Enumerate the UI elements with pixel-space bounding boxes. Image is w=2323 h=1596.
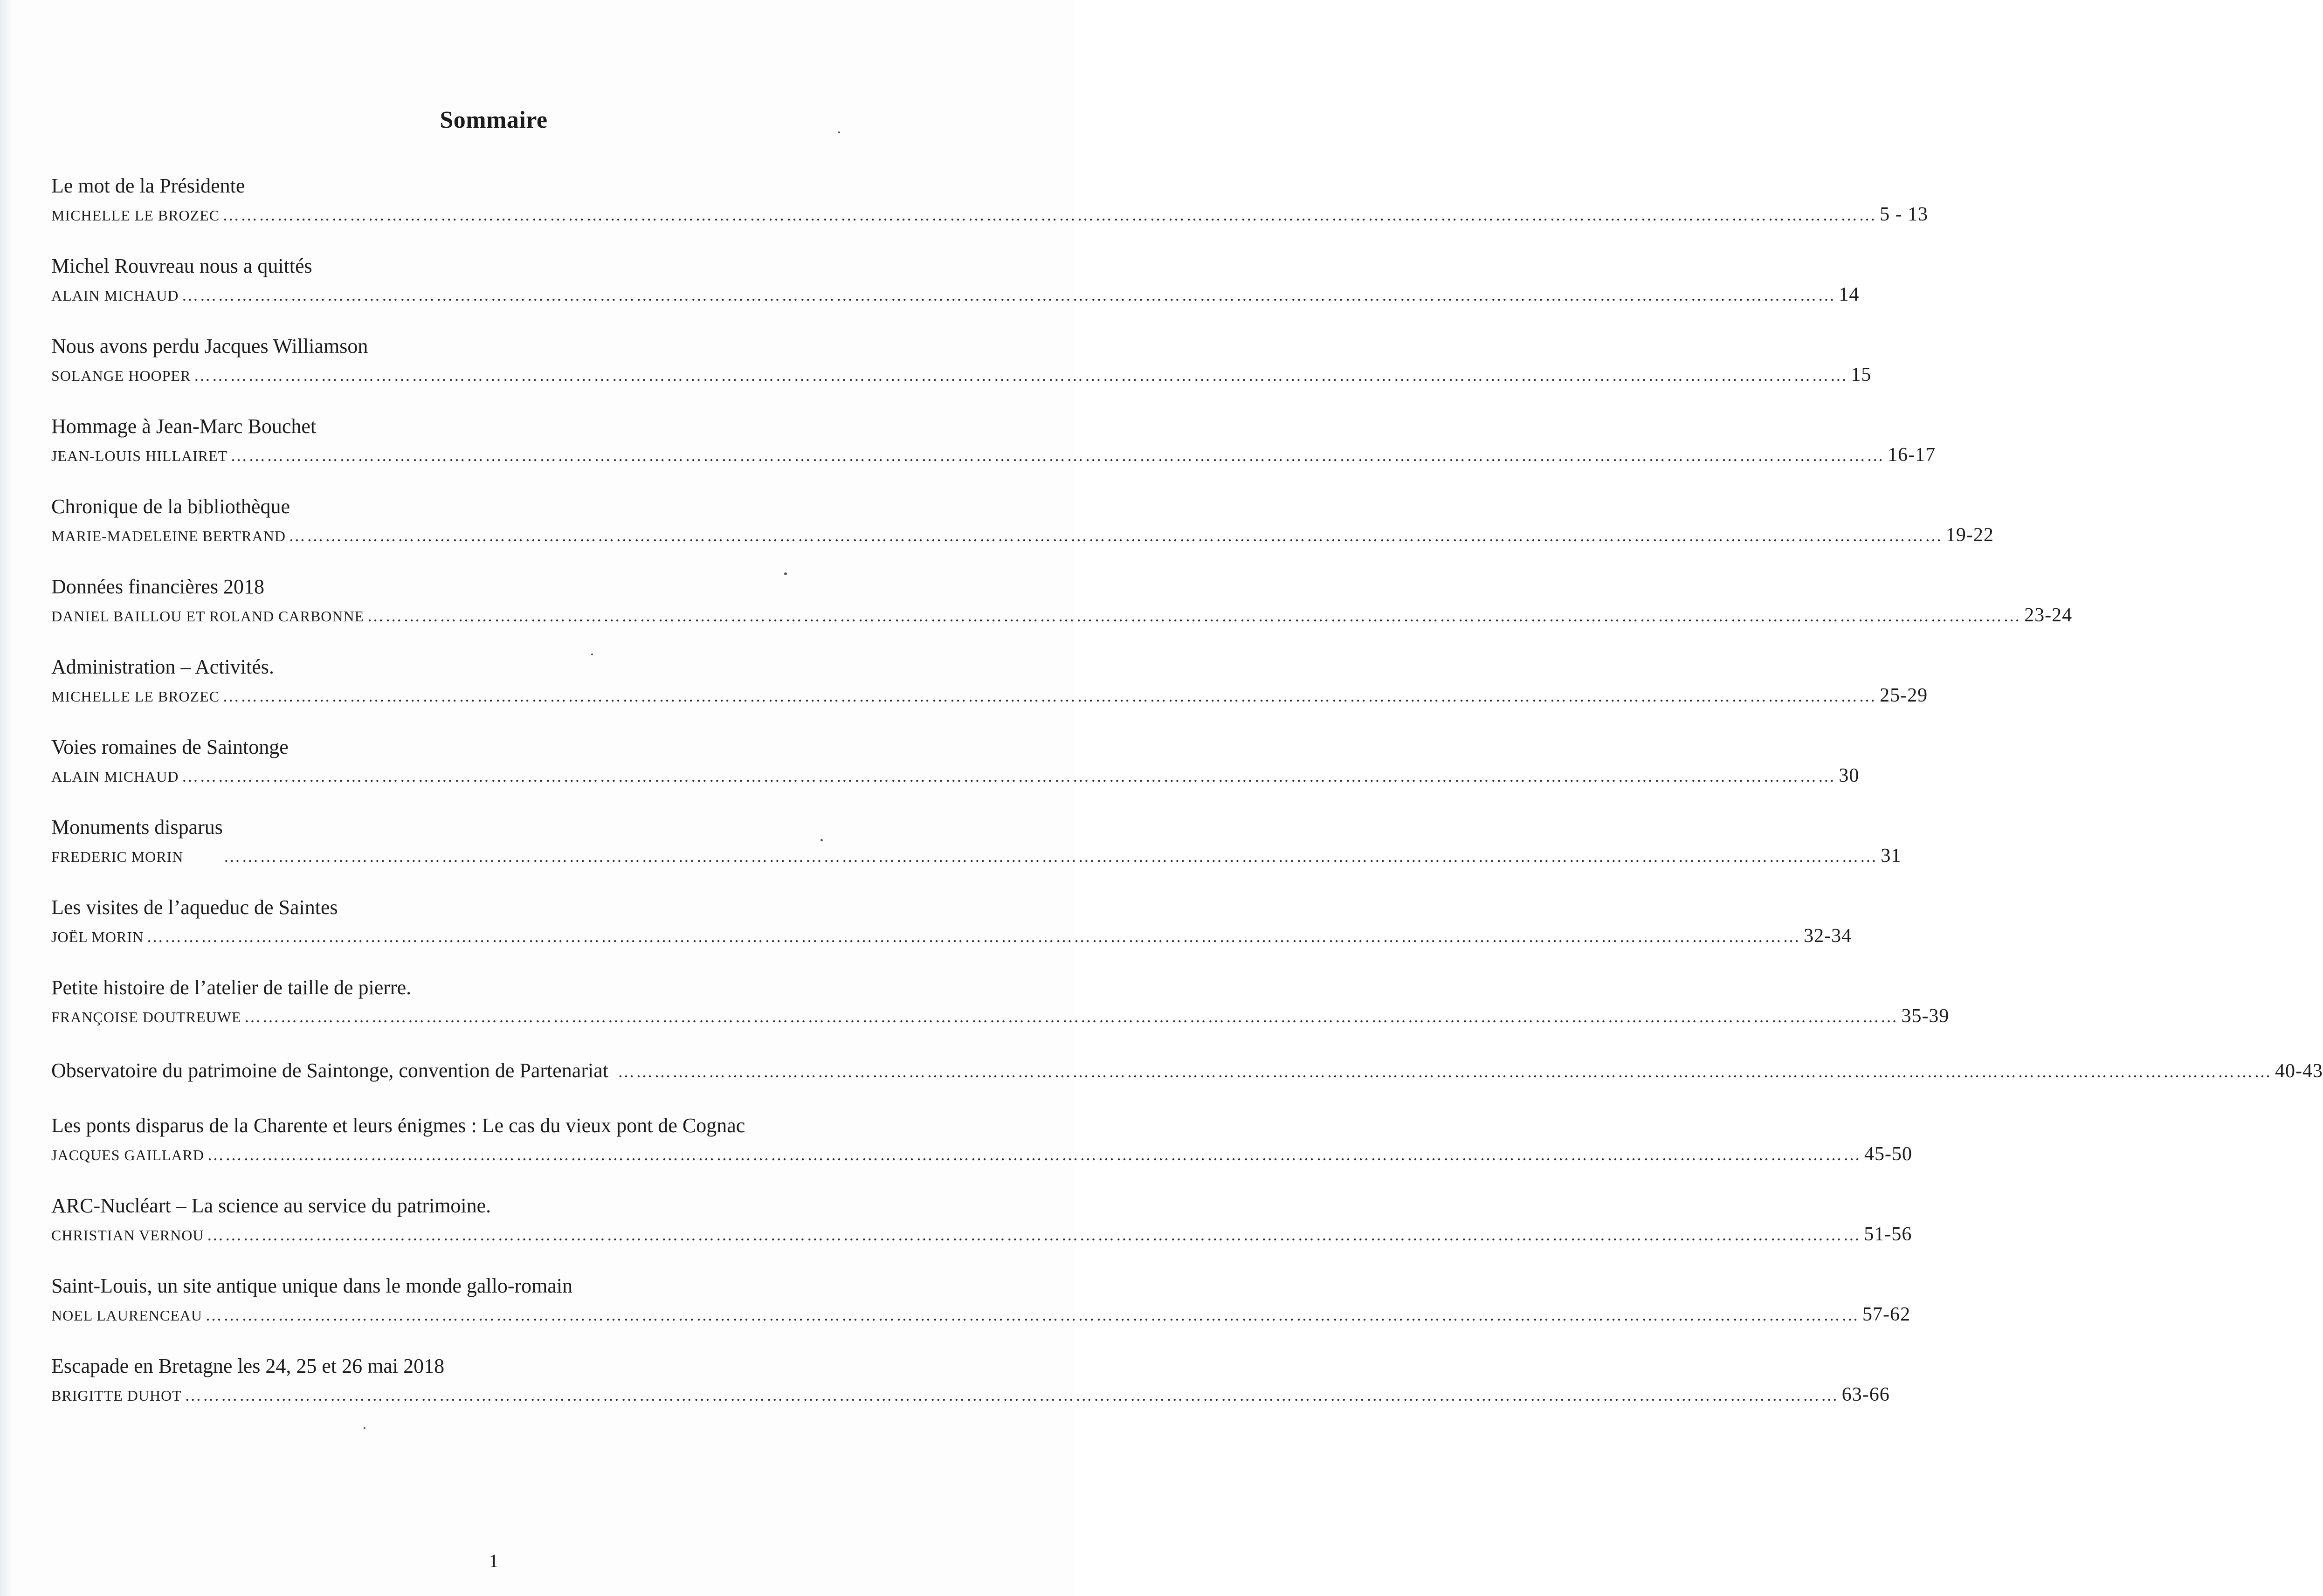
toc-entry	[51, 1113, 1912, 1165]
toc-entry	[51, 414, 1936, 466]
entry-author: SOLANGE HOOPER	[51, 367, 191, 384]
scan-speck	[838, 131, 840, 133]
entry-title: Voies romaines de Saintonge	[51, 736, 289, 758]
entry-pages: 16-17	[1888, 444, 1936, 466]
entry-author: ALAIN MICHAUD	[51, 287, 179, 304]
entry-author: NOEL LAURENCEAU	[51, 1307, 202, 1324]
entry-title: Les visites de l’aqueduc de Saintes	[51, 896, 338, 919]
entry-pages: 15	[1851, 364, 1872, 385]
toc-entry	[51, 1273, 1910, 1326]
entry-pages: 14	[1839, 284, 1860, 305]
entry-title: Chronique de la bibliothèque	[51, 495, 290, 518]
entry-author: ALAIN MICHAUD	[51, 768, 179, 785]
toc-entry	[51, 735, 1860, 787]
dot-leader: …………………………………………………………………………………………………………………………………………………………………………………………………………………………………………………	[146, 927, 1801, 946]
entry-author: MICHELLE LE BROZEC	[51, 207, 220, 224]
dot-leader: …………………………………………………………………………………………………………………………………………………………………………………………………………………………………………………	[184, 1386, 1839, 1404]
toc-entry	[51, 173, 1929, 226]
toc-entry	[51, 574, 2073, 626]
dot-leader: …………………………………………………………………………………………………………………………………………………………………………………………………………………………………………………	[222, 206, 1877, 224]
entry-title: Données financières 2018	[51, 575, 264, 598]
entry-title: Hommage à Jean-Marc Bouchet	[51, 415, 317, 438]
entry-author: DANIEL BAILLOU ET ROLAND CARBONNE	[51, 608, 365, 625]
page-title: Sommaire	[440, 107, 548, 133]
entry-title: Petite histoire de l’atelier de taille de pierre.	[51, 976, 412, 999]
toc-entry	[51, 815, 1902, 867]
dot-leader: …………………………………………………………………………………………………………………………………………………………………………………………………………………………………………………	[244, 1007, 1899, 1026]
dot-leader: …………………………………………………………………………………………………………………………………………………………………………………………………………………………………………………	[181, 286, 1836, 304]
entry-pages: 25-29	[1880, 685, 1928, 706]
entry-pages: 23-24	[2024, 605, 2073, 626]
entry-pages: 5 - 13	[1880, 204, 1929, 225]
dot-leader: …………………………………………………………………………………………………………………………………………………………………………………………………………………………………………………	[288, 526, 1943, 545]
scan-speck	[820, 839, 823, 841]
dot-leader: …………………………………………………………………………………………………………………………………………………………………………………………………………………………………………………	[207, 1145, 1861, 1164]
dot-leader: …………………………………………………………………………………………………………………………………………………………………………………………………………………………………………………	[617, 1062, 2272, 1081]
entry-author: FREDERIC MORIN	[51, 848, 184, 865]
entry-pages: 51-56	[1864, 1224, 1912, 1245]
entry-pages: 32-34	[1804, 925, 1852, 947]
entry-title: Les ponts disparus de la Charente et leurs énigmes : Le cas du vieux pont de Cognac	[51, 1114, 745, 1137]
dot-leader: …………………………………………………………………………………………………………………………………………………………………………………………………………………………………………………	[222, 687, 1877, 705]
toc-entry	[51, 494, 1994, 546]
entry-author: JACQUES GAILLARD	[51, 1147, 204, 1163]
entry-title: ARC-Nucléart – La science au service du patrimoine.	[51, 1194, 491, 1217]
entry-title: Escapade en Bretagne les 24, 25 et 26 mai 2018	[51, 1355, 445, 1377]
scan-speck	[364, 1427, 365, 1429]
toc-entry	[51, 975, 1950, 1027]
entry-title: Michel Rouvreau nous a quittés	[51, 255, 312, 277]
entry-author: MICHELLE LE BROZEC	[51, 688, 220, 705]
entry-pages: 45-50	[1864, 1143, 1912, 1165]
toc-entry	[51, 254, 1860, 306]
entry-pages: 35-39	[1901, 1005, 1950, 1027]
entry-title: Observatoire du patrimoine de Saintonge, convention de Partenariat	[51, 1059, 608, 1082]
entry-pages: 30	[1839, 765, 1860, 786]
entry-title: Saint-Louis, un site antique unique dans le monde gallo-romain	[51, 1274, 573, 1297]
toc-entry	[51, 1058, 2323, 1083]
entry-title: Nous avons perdu Jacques Williamson	[51, 335, 368, 358]
toc-entry	[51, 654, 1928, 707]
entry-pages: 63-66	[1841, 1384, 1890, 1405]
scan-edge	[0, 0, 12, 1596]
dot-leader: …………………………………………………………………………………………………………………………………………………………………………………………………………………………………………………	[181, 767, 1836, 785]
entry-title: Le mot de la Présidente	[51, 174, 245, 197]
toc-entry	[51, 895, 1852, 947]
scan-speck	[784, 572, 787, 575]
entry-author: MARIE-MADELEINE BERTRAND	[51, 528, 286, 544]
toc-entry	[51, 1193, 1912, 1245]
entry-author: CHRISTIAN VERNOU	[51, 1227, 204, 1244]
dot-leader: …………………………………………………………………………………………………………………………………………………………………………………………………………………………………………………	[205, 1306, 1860, 1324]
entry-pages: 19-22	[1945, 524, 1994, 546]
entry-author: JEAN-LOUIS HILLAIRET	[51, 447, 228, 464]
entry-author: FRANÇOISE DOUTREUWE	[51, 1009, 241, 1025]
entry-author: JOËL MORIN	[51, 929, 144, 945]
dot-leader: …………………………………………………………………………………………………………………………………………………………………………………………………………………………………………………	[193, 366, 1848, 385]
toc-entry	[51, 334, 1872, 386]
entry-pages: 40-43	[2275, 1060, 2323, 1082]
page-number: 1	[489, 1550, 498, 1571]
dot-leader: …………………………………………………………………………………………………………………………………………………………………………………………………………………………………………………	[207, 1225, 1861, 1244]
dot-leader: …………………………………………………………………………………………………………………………………………………………………………………………………………………………………………………	[223, 847, 1878, 866]
toc-entry	[51, 1354, 1890, 1406]
dot-leader: …………………………………………………………………………………………………………………………………………………………………………………………………………………………………………………	[367, 606, 2022, 625]
entry-title: Monuments disparus	[51, 816, 223, 839]
entry-author: BRIGITTE DUHOT	[51, 1387, 182, 1404]
entry-title: Administration – Activités.	[51, 655, 274, 678]
entry-pages: 31	[1881, 845, 1902, 867]
entry-pages: 57-62	[1862, 1304, 1910, 1325]
scan-speck	[591, 654, 593, 655]
dot-leader: …………………………………………………………………………………………………………………………………………………………………………………………………………………………………………………	[230, 446, 1885, 465]
